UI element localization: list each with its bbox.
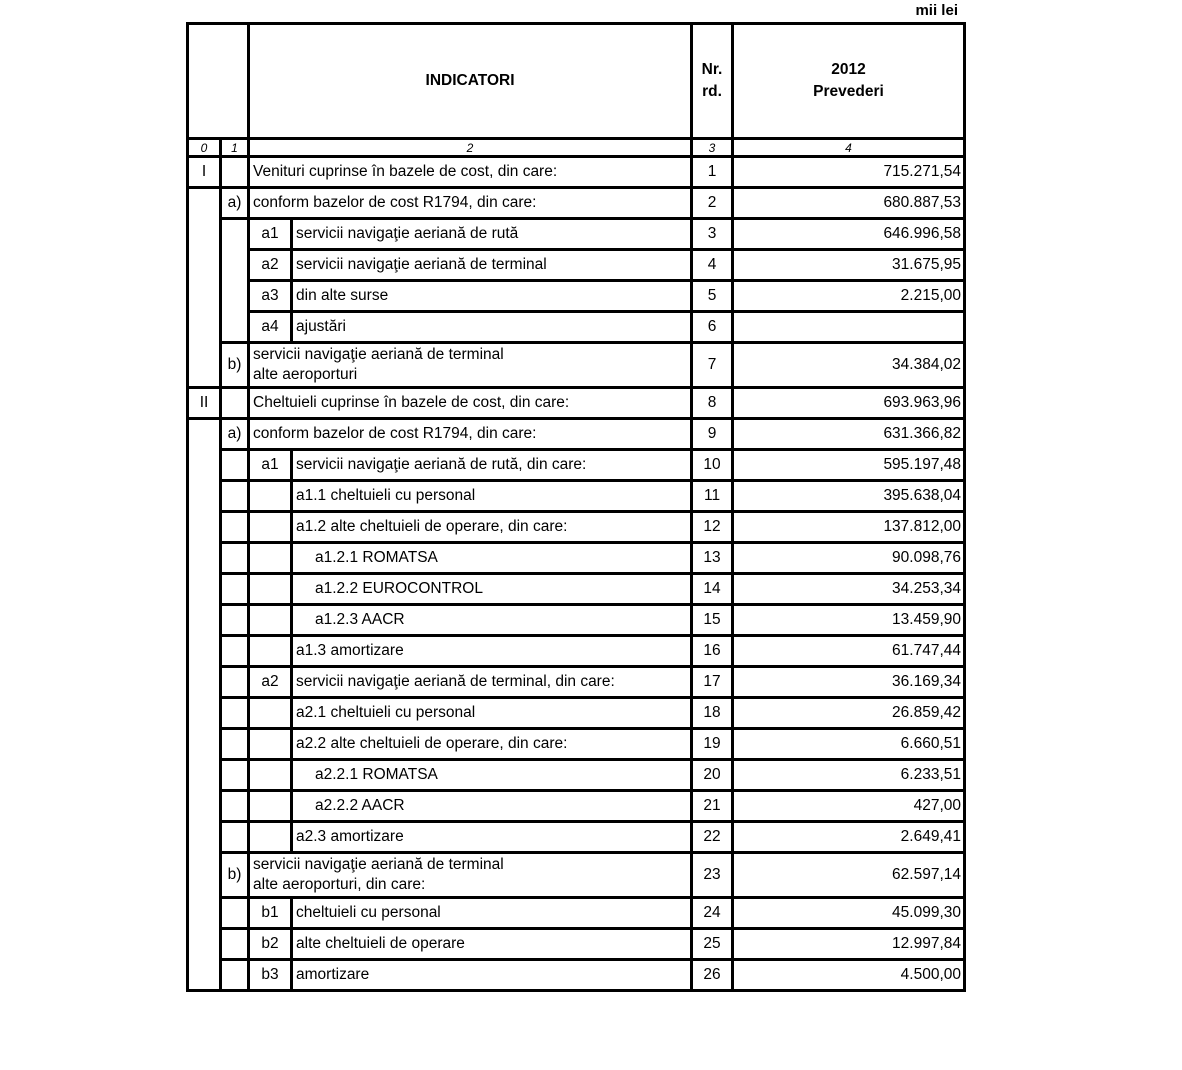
- row-number: 21: [692, 791, 733, 822]
- indicator-text: ajustări: [292, 312, 692, 343]
- value-cell: 646.996,58: [733, 219, 965, 250]
- item-code: [249, 481, 292, 512]
- table-row: [188, 574, 965, 605]
- value-cell: 2.215,00: [733, 281, 965, 312]
- header-forecast: [733, 24, 965, 139]
- value-cell: [733, 312, 965, 343]
- item-code: [249, 822, 292, 853]
- value-cell: 90.098,76: [733, 543, 965, 574]
- table-row: [188, 929, 965, 960]
- sub-cell: [221, 512, 249, 543]
- item-code: [249, 512, 292, 543]
- value-cell: 693.963,96: [733, 388, 965, 419]
- value-cell: 26.859,42: [733, 698, 965, 729]
- column-index-row: [188, 139, 965, 157]
- row-number: 12: [692, 512, 733, 543]
- row-number: 10: [692, 450, 733, 481]
- item-code: b1: [249, 898, 292, 929]
- indicator-text-line2: alte aeroporturi: [253, 366, 358, 383]
- table-row: [188, 791, 965, 822]
- header-row: [188, 24, 965, 139]
- sub-cell: [221, 698, 249, 729]
- value-cell: 6.233,51: [733, 760, 965, 791]
- table-row: [188, 960, 965, 991]
- table-row: [188, 157, 965, 188]
- sub-cell: [221, 791, 249, 822]
- sub-cell: [221, 760, 249, 791]
- table-row: [188, 667, 965, 698]
- row-number: 9: [692, 419, 733, 450]
- value-cell: 427,00: [733, 791, 965, 822]
- row-number: 24: [692, 898, 733, 929]
- indicator-text-line1: servicii navigaţie aeriană de terminal: [253, 856, 504, 873]
- indicator-text: a2.1 cheltuieli cu personal: [292, 698, 692, 729]
- item-code: [249, 636, 292, 667]
- indicator-text: conform bazelor de cost R1794, din care:: [249, 419, 692, 450]
- value-cell: 631.366,82: [733, 419, 965, 450]
- row-number: 5: [692, 281, 733, 312]
- indicator-text-line1: servicii navigaţie aeriană de terminal: [253, 346, 504, 363]
- sub-cell: [221, 822, 249, 853]
- indicator-text: a2.2.2 AACR: [292, 791, 692, 822]
- item-code: [249, 729, 292, 760]
- indicator-text: amortizare: [292, 960, 692, 991]
- value-cell: 6.660,51: [733, 729, 965, 760]
- sub-letter: b): [221, 343, 249, 388]
- item-code: a3: [249, 281, 292, 312]
- table-row: [188, 543, 965, 574]
- header-row-number-line2: rd.: [702, 83, 722, 100]
- table-row: [188, 188, 965, 219]
- table-row: [188, 636, 965, 667]
- row-number: 23: [692, 853, 733, 898]
- item-code: [249, 760, 292, 791]
- value-cell: 680.887,53: [733, 188, 965, 219]
- sub-cell: [221, 605, 249, 636]
- sub-letter: a): [221, 419, 249, 450]
- indicator-text: a1.3 amortizare: [292, 636, 692, 667]
- table-row: [188, 312, 965, 343]
- unit-label: mii lei: [915, 2, 958, 19]
- table-row: [188, 605, 965, 636]
- row-number: 22: [692, 822, 733, 853]
- column-index: 3: [692, 139, 733, 157]
- table-row: [188, 419, 965, 450]
- indicator-text: alte cheltuieli de operare: [292, 929, 692, 960]
- value-cell: 395.638,04: [733, 481, 965, 512]
- sub-letter: a): [221, 188, 249, 219]
- column-index: 1: [221, 139, 249, 157]
- value-cell: 61.747,44: [733, 636, 965, 667]
- value-cell: 45.099,30: [733, 898, 965, 929]
- indicator-text: a2.3 amortizare: [292, 822, 692, 853]
- indicator-text: a1.2.3 AACR: [292, 605, 692, 636]
- item-code: [249, 605, 292, 636]
- indicator-text: [249, 853, 692, 898]
- indicator-text: servicii navigaţie aeriană de rută, din care:: [292, 450, 692, 481]
- row-number: 8: [692, 388, 733, 419]
- section-blank-cell: [188, 188, 221, 388]
- section-number: II: [188, 388, 221, 419]
- sub-letter: b): [221, 853, 249, 898]
- row-number: 19: [692, 729, 733, 760]
- indicator-text: Cheltuieli cuprinse în bazele de cost, din care:: [249, 388, 692, 419]
- value-cell: 31.675,95: [733, 250, 965, 281]
- table-row: [188, 219, 965, 250]
- indicator-text: conform bazelor de cost R1794, din care:: [249, 188, 692, 219]
- column-index: 2: [249, 139, 692, 157]
- section-number: I: [188, 157, 221, 188]
- value-cell: 715.271,54: [733, 157, 965, 188]
- item-code: a1: [249, 450, 292, 481]
- row-number: 17: [692, 667, 733, 698]
- value-cell: 12.997,84: [733, 929, 965, 960]
- indicator-text: Venituri cuprinse în bazele de cost, din care:: [249, 157, 692, 188]
- indicators-table: [186, 22, 966, 992]
- item-code: a1: [249, 219, 292, 250]
- value-cell: 2.649,41: [733, 822, 965, 853]
- row-number: 3: [692, 219, 733, 250]
- value-cell: 34.384,02: [733, 343, 965, 388]
- sub-cell: [221, 929, 249, 960]
- table-row: [188, 388, 965, 419]
- row-number: 7: [692, 343, 733, 388]
- sub-cell: [221, 729, 249, 760]
- table-row: [188, 853, 965, 898]
- row-number: 14: [692, 574, 733, 605]
- table-row: [188, 698, 965, 729]
- table-row: [188, 481, 965, 512]
- indicator-text: [249, 343, 692, 388]
- sub-cell: [221, 898, 249, 929]
- sub-cell: [221, 157, 249, 188]
- row-number: 1: [692, 157, 733, 188]
- item-code: [249, 543, 292, 574]
- row-number: 13: [692, 543, 733, 574]
- header-year: 2012: [831, 61, 866, 78]
- table-row: [188, 512, 965, 543]
- indicator-text: a1.2.2 EUROCONTROL: [292, 574, 692, 605]
- item-code: a2: [249, 250, 292, 281]
- indicator-text: a1.1 cheltuieli cu personal: [292, 481, 692, 512]
- indicator-text: servicii navigaţie aeriană de terminal, din care:: [292, 667, 692, 698]
- row-number: 4: [692, 250, 733, 281]
- indicator-text: cheltuieli cu personal: [292, 898, 692, 929]
- row-number: 15: [692, 605, 733, 636]
- value-cell: 62.597,14: [733, 853, 965, 898]
- item-code: b3: [249, 960, 292, 991]
- indicator-text-line2: alte aeroporturi, din care:: [253, 876, 426, 893]
- table-row: [188, 281, 965, 312]
- item-code: [249, 574, 292, 605]
- indicator-text: servicii navigaţie aeriană de terminal: [292, 250, 692, 281]
- item-code: [249, 698, 292, 729]
- sub-cell: [221, 481, 249, 512]
- item-code: a4: [249, 312, 292, 343]
- sub-cell: [221, 636, 249, 667]
- table-row: [188, 822, 965, 853]
- section-blank-cell: [188, 419, 221, 991]
- row-number: 16: [692, 636, 733, 667]
- value-cell: 4.500,00: [733, 960, 965, 991]
- indicator-text: a1.2 alte cheltuieli de operare, din care:: [292, 512, 692, 543]
- row-number: 6: [692, 312, 733, 343]
- table-row: [188, 760, 965, 791]
- column-index: 0: [188, 139, 221, 157]
- value-cell: 595.197,48: [733, 450, 965, 481]
- value-cell: 13.459,90: [733, 605, 965, 636]
- header-forecast-label: Prevederi: [813, 83, 884, 100]
- indicator-text: a2.2 alte cheltuieli de operare, din care:: [292, 729, 692, 760]
- row-number: 2: [692, 188, 733, 219]
- table-row: [188, 898, 965, 929]
- row-number: 11: [692, 481, 733, 512]
- table-row: [188, 450, 965, 481]
- sub-cell: [221, 960, 249, 991]
- indicator-text: a1.2.1 ROMATSA: [292, 543, 692, 574]
- item-code: b2: [249, 929, 292, 960]
- sub-cell: [221, 543, 249, 574]
- sub-cell: [221, 574, 249, 605]
- sub-cell: [221, 388, 249, 419]
- sub-cell: [221, 450, 249, 481]
- indicator-text: a2.2.1 ROMATSA: [292, 760, 692, 791]
- item-code: [249, 791, 292, 822]
- sub-cell: [221, 667, 249, 698]
- indicator-text: din alte surse: [292, 281, 692, 312]
- table-row: [188, 343, 965, 388]
- indicator-text: servicii navigaţie aeriană de rută: [292, 219, 692, 250]
- value-cell: 34.253,34: [733, 574, 965, 605]
- header-row-number: [692, 24, 733, 139]
- item-code: a2: [249, 667, 292, 698]
- row-number: 26: [692, 960, 733, 991]
- value-cell: 137.812,00: [733, 512, 965, 543]
- row-number: 18: [692, 698, 733, 729]
- column-index: 4: [733, 139, 965, 157]
- row-number: 25: [692, 929, 733, 960]
- sub-blank-cell: [221, 219, 249, 343]
- header-row-number-line1: Nr.: [701, 61, 723, 78]
- value-cell: 36.169,34: [733, 667, 965, 698]
- header-blank-cell: [188, 24, 249, 139]
- table-row: [188, 729, 965, 760]
- header-indicators: INDICATORI: [249, 24, 692, 139]
- table-row: [188, 250, 965, 281]
- row-number: 20: [692, 760, 733, 791]
